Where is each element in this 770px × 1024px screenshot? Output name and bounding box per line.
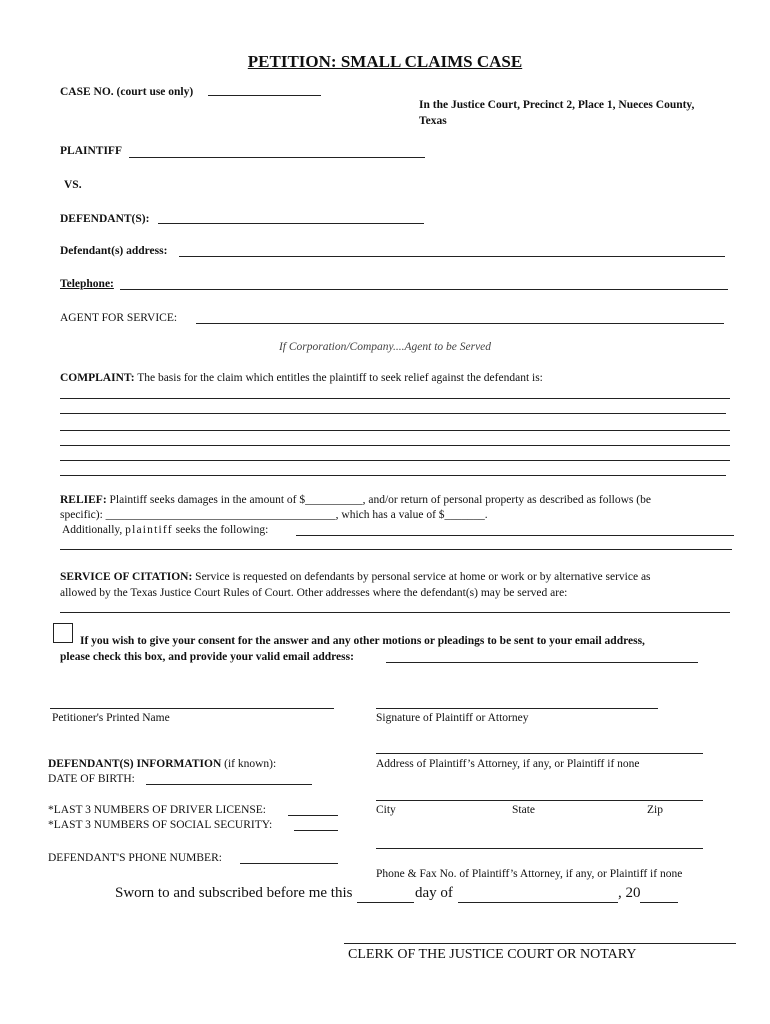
license-label: *LAST 3 NUMBERS OF DRIVER LICENSE:	[48, 804, 266, 816]
sworn-year-field[interactable]	[640, 902, 678, 903]
additional-relief-line-2[interactable]	[60, 549, 732, 550]
printed-name-field[interactable]	[50, 708, 334, 709]
clerk-signature-field[interactable]	[344, 943, 736, 944]
vs-label: VS.	[64, 179, 82, 191]
defendant-address-field[interactable]	[179, 256, 725, 257]
service-text-1	[60, 571, 651, 583]
defendant-address-label: Defendant(s) address:	[60, 245, 168, 257]
agent-field[interactable]	[196, 323, 724, 324]
email-consent-line-2: please check this box, and provide your valid email address:	[60, 651, 354, 663]
license-field[interactable]	[288, 815, 338, 816]
telephone-field[interactable]	[120, 289, 728, 290]
complaint-line-3[interactable]	[60, 430, 730, 431]
phone-fax-label: Phone & Fax No. of Plaintiff’s Attorney, if any, or Plaintiff if none	[376, 868, 683, 880]
relief-text-3-word: plaintiff	[125, 524, 173, 536]
dob-label: DATE OF BIRTH:	[48, 773, 135, 785]
defendants-label: DEFENDANT(S):	[60, 213, 150, 225]
zip-label: Zip	[647, 804, 663, 816]
defendant-info-suffix: (if known):	[224, 758, 277, 770]
ssn-field[interactable]	[294, 830, 338, 831]
complaint-line-6[interactable]	[60, 475, 726, 476]
relief-text-3-prefix: Additionally,	[62, 524, 123, 536]
additional-relief-field[interactable]	[296, 535, 734, 536]
city-label: City	[376, 804, 396, 816]
plaintiff-field[interactable]	[129, 157, 425, 158]
dob-field[interactable]	[146, 784, 312, 785]
attorney-address-label: Address of Plaintiff’s Attorney, if any, or Plaintiff if none	[376, 758, 640, 770]
page-title: PETITION: SMALL CLAIMS CASE	[247, 52, 523, 71]
court-line-1: In the Justice Court, Precinct 2, Place 1, Nueces County,	[419, 99, 695, 111]
complaint-text	[60, 372, 543, 384]
phone-fax-field[interactable]	[376, 848, 703, 849]
defendant-phone-field[interactable]	[240, 863, 338, 864]
service-address-field[interactable]	[60, 612, 730, 613]
relief-text-3	[62, 524, 268, 536]
relief-text-3-suffix: seeks the following:	[175, 524, 269, 536]
telephone-label: Telephone:	[60, 278, 114, 290]
complaint-line-4[interactable]	[60, 445, 730, 446]
defendants-field[interactable]	[158, 223, 424, 224]
relief-body-1: Plaintiff seeks damages in the amount of $__________, and/or return of personal property as described as follows (be	[109, 494, 651, 506]
complaint-line-5[interactable]	[60, 460, 730, 461]
plaintiff-label: PLAINTIFF	[60, 145, 122, 157]
complaint-body: The basis for the claim which entitles the plaintiff to seek relief against the defendant is:	[137, 372, 543, 384]
agent-label: AGENT FOR SERVICE:	[60, 312, 178, 324]
court-line-2: Texas	[419, 115, 447, 127]
defendant-info-label: DEFENDANT(S) INFORMATION	[48, 758, 222, 770]
sworn-day-field[interactable]	[357, 902, 414, 903]
complaint-line-2[interactable]	[60, 413, 726, 414]
relief-text-1	[60, 494, 651, 506]
email-consent-line-1: If you wish to give your consent for the answer and any other motions or pleadings to be sent to your email address,	[80, 635, 645, 647]
sworn-text-2: day of	[415, 885, 453, 901]
service-body-1: Service is requested on defendants by personal service at home or work or by alternative service as	[195, 571, 651, 583]
service-label: SERVICE OF CITATION:	[60, 571, 193, 583]
petitioner-printed-name-label: Petitioner's Printed Name	[52, 712, 170, 724]
relief-label: RELIEF:	[60, 494, 107, 506]
defendant-info-heading	[48, 758, 276, 770]
ssn-label: *LAST 3 NUMBERS OF SOCIAL SECURITY:	[48, 819, 273, 831]
agent-note: If Corporation/Company....Agent to be Served	[278, 341, 492, 353]
service-text-2: allowed by the Texas Justice Court Rules of Court. Other addresses where the defendant(s) may be served are:	[60, 587, 568, 599]
signature-field[interactable]	[376, 708, 658, 709]
clerk-label: CLERK OF THE JUSTICE COURT OR NOTARY	[348, 947, 637, 962]
email-address-field[interactable]	[386, 662, 698, 663]
complaint-label: COMPLAINT:	[60, 372, 135, 384]
attorney-address-field[interactable]	[376, 753, 703, 754]
state-label: State	[512, 804, 535, 816]
email-consent-checkbox[interactable]	[53, 623, 73, 643]
complaint-line-1[interactable]	[60, 398, 730, 399]
defendant-phone-label: DEFENDANT'S PHONE NUMBER:	[48, 852, 222, 864]
sworn-text-3: , 20	[618, 885, 641, 901]
relief-text-2: specific): ________________________________________, which has a value of $_______.	[60, 509, 488, 521]
case-no-label: CASE NO. (court use only)	[60, 86, 194, 98]
city-state-zip-field[interactable]	[376, 800, 703, 801]
case-no-field[interactable]	[208, 95, 321, 96]
sworn-month-field[interactable]	[458, 902, 618, 903]
sworn-text-1: Sworn to and subscribed before me this	[115, 885, 353, 901]
signature-label: Signature of Plaintiff or Attorney	[376, 712, 529, 724]
